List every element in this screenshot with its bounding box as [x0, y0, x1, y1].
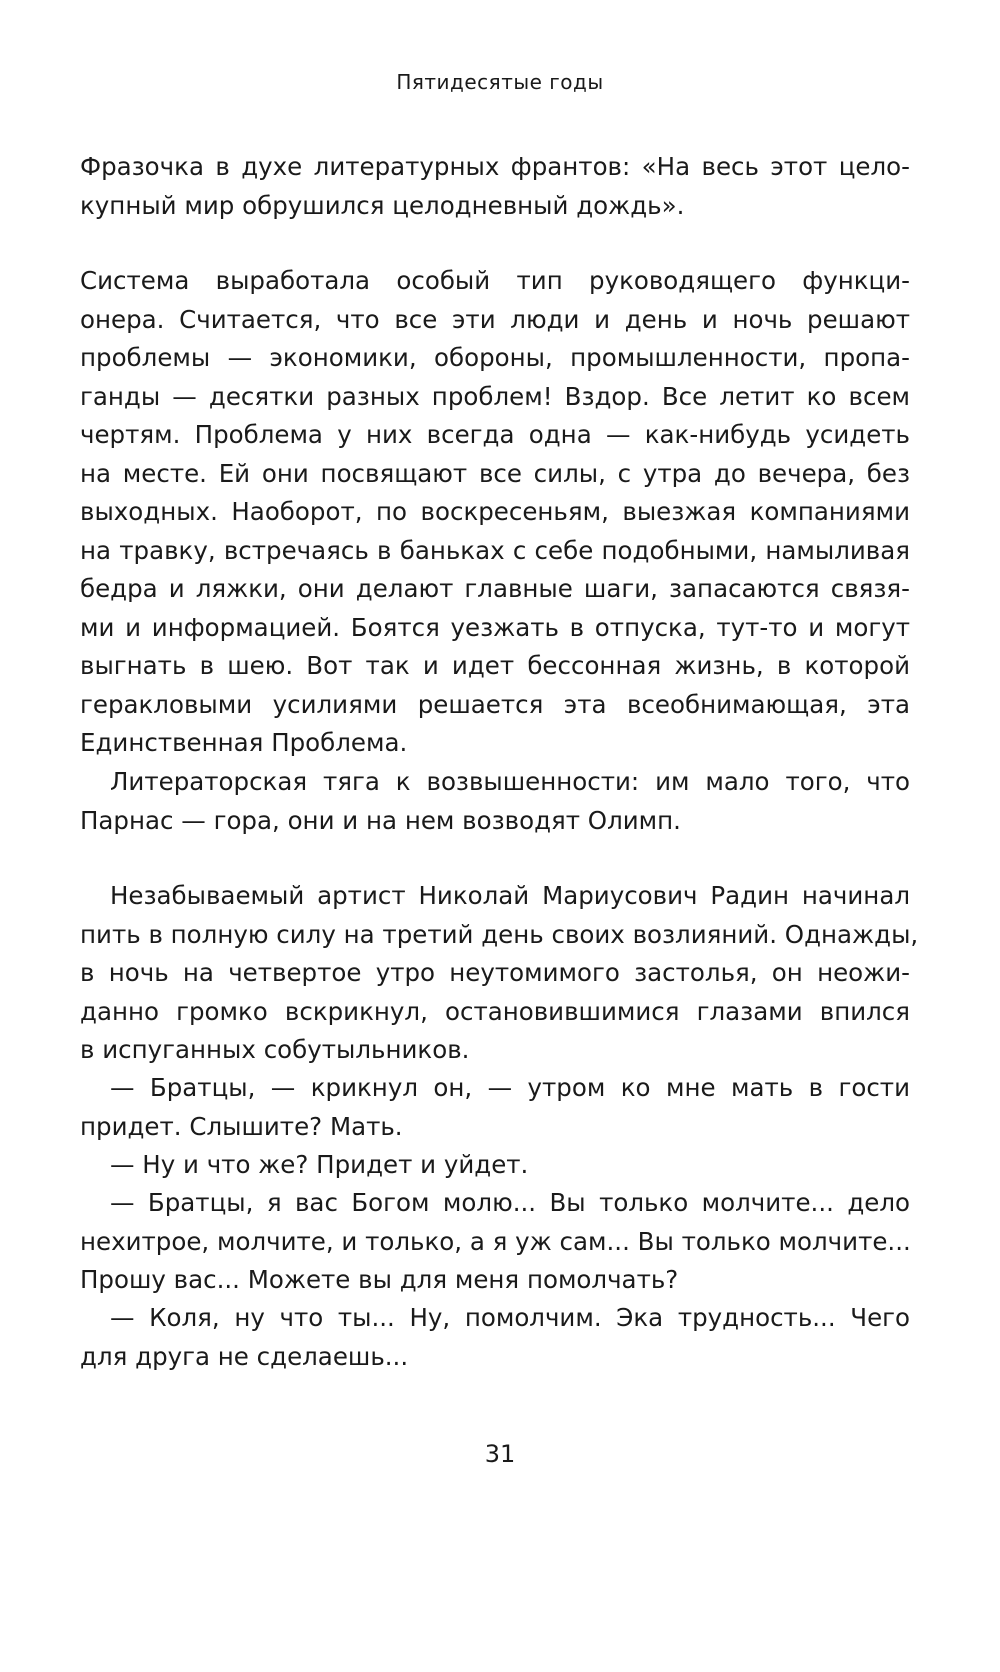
text-line: Незабываемый артист Николай Мариусович Радин начинал	[110, 881, 910, 910]
text-line: купный мир обрушился целодневный дождь».	[80, 190, 685, 220]
text-line: в ночь на четвертое утро неутомимого застолья, он неожи-	[80, 958, 910, 987]
running-head: Пятидесятые годы	[396, 70, 604, 94]
text-line: — Коля, ну что ты... Ну, помолчим. Эка трудность... Чего	[110, 1303, 910, 1332]
text-line: бедра и ляжки, они делают главные шаги, запасаются связя-	[80, 574, 910, 603]
text-line: Прошу вас... Можете вы для меня помолчать?	[80, 1265, 679, 1294]
text-line: проблемы — экономики, обороны, промышленности, пропа-	[80, 343, 910, 372]
text-line: Фразочка в духе литературных франтов: «На весь этот цело-	[80, 152, 910, 181]
text-line: пить в полную силу на третий день своих возлияний. Однажды,	[80, 919, 919, 949]
text-line: — Ну и что же? Придет и уйдет.	[110, 1150, 529, 1179]
paragraph	[80, 877, 919, 1070]
paragraph	[80, 262, 910, 763]
text-line: данно громко вскрикнул, остановившимися глазами впился	[80, 996, 910, 1026]
text-line: ми и информацией. Боятся уезжать в отпуска, тут-то и могут	[80, 612, 910, 642]
text-line: Парнас — гора, они и на нем возводят Олимп.	[80, 805, 681, 835]
text-line: придет. Слышите? Мать.	[80, 1111, 403, 1141]
text-line: ганды — десятки разных проблем! Вздор. Все летит ко всем	[80, 381, 910, 411]
text-line: выгнать в шею. Вот так и идет бессонная жизнь, в которой	[80, 651, 910, 680]
text-line: выходных. Наоборот, по воскресеньям, выезжая компаниями	[80, 497, 910, 526]
text-line: Система выработала особый тип руководящего функци-	[80, 266, 910, 295]
text-line: — Братцы, — крикнул он, — утром ко мне мать в гости	[110, 1073, 910, 1102]
text-line: для друга не сделаешь...	[80, 1341, 409, 1371]
paragraph	[80, 148, 910, 225]
text-line: на месте. Ей они посвящают все силы, с утра до вечера, без	[80, 458, 910, 488]
text-line: геракловыми усилиями решается эта всеобнимающая, эта	[80, 689, 910, 719]
text-line: Литераторская тяга к возвышенности: им мало того, что	[110, 767, 910, 796]
text-line: — Братцы, я вас Богом молю... Вы только молчите... дело	[110, 1188, 910, 1217]
text-line: Единственная Проблема.	[80, 728, 408, 757]
text-line: на травку, встречаясь в баньках с себе подобными, намыливая	[80, 535, 910, 565]
text-line: чертям. Проблема у них всегда одна — как-нибудь усидеть	[80, 420, 910, 449]
paragraph	[80, 763, 910, 840]
page-number: 31	[484, 1440, 516, 1468]
paragraph	[80, 1069, 910, 1146]
text-line: в испуганных собутыльников.	[80, 1035, 470, 1064]
paragraph	[80, 1146, 910, 1185]
paragraph	[80, 1299, 910, 1376]
text-line: нехитрое, молчите, и только, а я уж сам... Вы только молчите...	[80, 1226, 911, 1256]
text-line: онера. Считается, что все эти люди и день и ночь решают	[80, 304, 910, 334]
paragraph	[80, 1184, 910, 1300]
